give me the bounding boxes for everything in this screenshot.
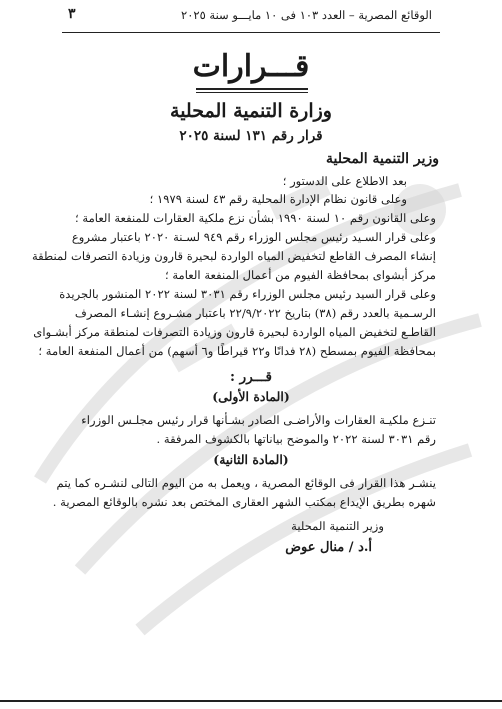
article-2-heading: (المادة الثانية) <box>213 452 289 467</box>
preamble-line: وعلى قرار السـيد رئيس مجلس الوزراء رقم ٩٤٩ لسـنة ٢٠٢٠ باعتبار مشروع <box>71 230 436 244</box>
article-1-line: تنـزع ملكيـة العقارات والأراضـى الصادر بشـأنها قرار رئيس مجلـس الوزراء <box>81 413 436 427</box>
preamble-line: وعلى قانون نظام الإدارة المحلية رقم ٤٣ لسنة ١٩٧٩ ؛ <box>149 192 407 206</box>
preamble-line: إنشاء المصرف القاطع لتخفيض المياه الواردة لبحيرة قارون وزيادة التصرفات لمنطقة <box>31 249 436 263</box>
preamble-line: القاطـع لتخفيض المياه الواردة لبحيرة قارون وزيادة التصرفات لمنطقة مركز أبشـواى <box>33 325 436 339</box>
decree-number: قرار رقم ١٣١ لسنة ٢٠٢٥ <box>179 128 323 144</box>
title-underline-thin <box>196 92 308 93</box>
signature-name: أ.د / منال عوض <box>285 540 372 555</box>
running-title: الوقائع المصرية – العدد ١٠٣ فى ١٠ مايـــو سنة ٢٠٢٥ <box>181 8 432 22</box>
preamble-line: وعلى القانون رقم ١٠ لسنة ١٩٩٠ بشأن نزع ملكية العقارات للمنفعة العامة ؛ <box>74 211 436 225</box>
decided-label: قـــرر : <box>230 369 272 385</box>
preamble-line: بمحافظة الفيوم بمسطح (٢٨ فدانًا و٢٢ قيراطًا و٦ أسهم) من أعمال المنفعة العامة ؛ <box>38 344 436 358</box>
running-header <box>0 6 502 28</box>
article-2-line: شهره بطريق الإيداع بمكتب الشهر العقارى المختص بعد نشره بالوقائع المصرية . <box>52 495 436 509</box>
article-1-line: رقم ٣٠٣١ لسنة ٢٠٢٢ والموضح بياناتها بالكشوف المرفقة . <box>156 432 436 446</box>
ministry-name: وزارة التنمية المحلية <box>170 100 332 122</box>
preamble-line: مركز أبشواى بمحافظة الفيوم من أعمال المنفعة العامة ؛ <box>164 268 436 282</box>
preamble-line: بعد الاطلاع على الدستور ؛ <box>282 174 407 188</box>
page-number: ٣ <box>68 6 76 22</box>
footer-rule <box>0 700 502 702</box>
article-2-line: ينشـر هذا القرار فى الوقائع المصرية ، ويعمل به من اليوم التالى لنشـره كما يتم <box>56 476 436 490</box>
section-title: قـــرارات <box>192 49 310 84</box>
issuer-title: وزير التنمية المحلية <box>326 151 439 167</box>
title-underline <box>196 88 308 90</box>
signature-title: وزير التنمية المحلية <box>291 519 384 533</box>
header-rule <box>62 32 440 33</box>
preamble-line: الرسـمية بالعدد رقم (٣٨) بتاريخ ٢٢/٩/٢٠٢٢ باعتبار مشـروع إنشـاء المصرف <box>74 306 436 320</box>
article-1-heading: (المادة الأولى) <box>212 389 290 404</box>
preamble-line: وعلى قرار السيد رئيس مجلس الوزراء رقم ٣٠٣١ لسنة ٢٠٢٢ المنشور بالجريدة <box>59 287 436 301</box>
